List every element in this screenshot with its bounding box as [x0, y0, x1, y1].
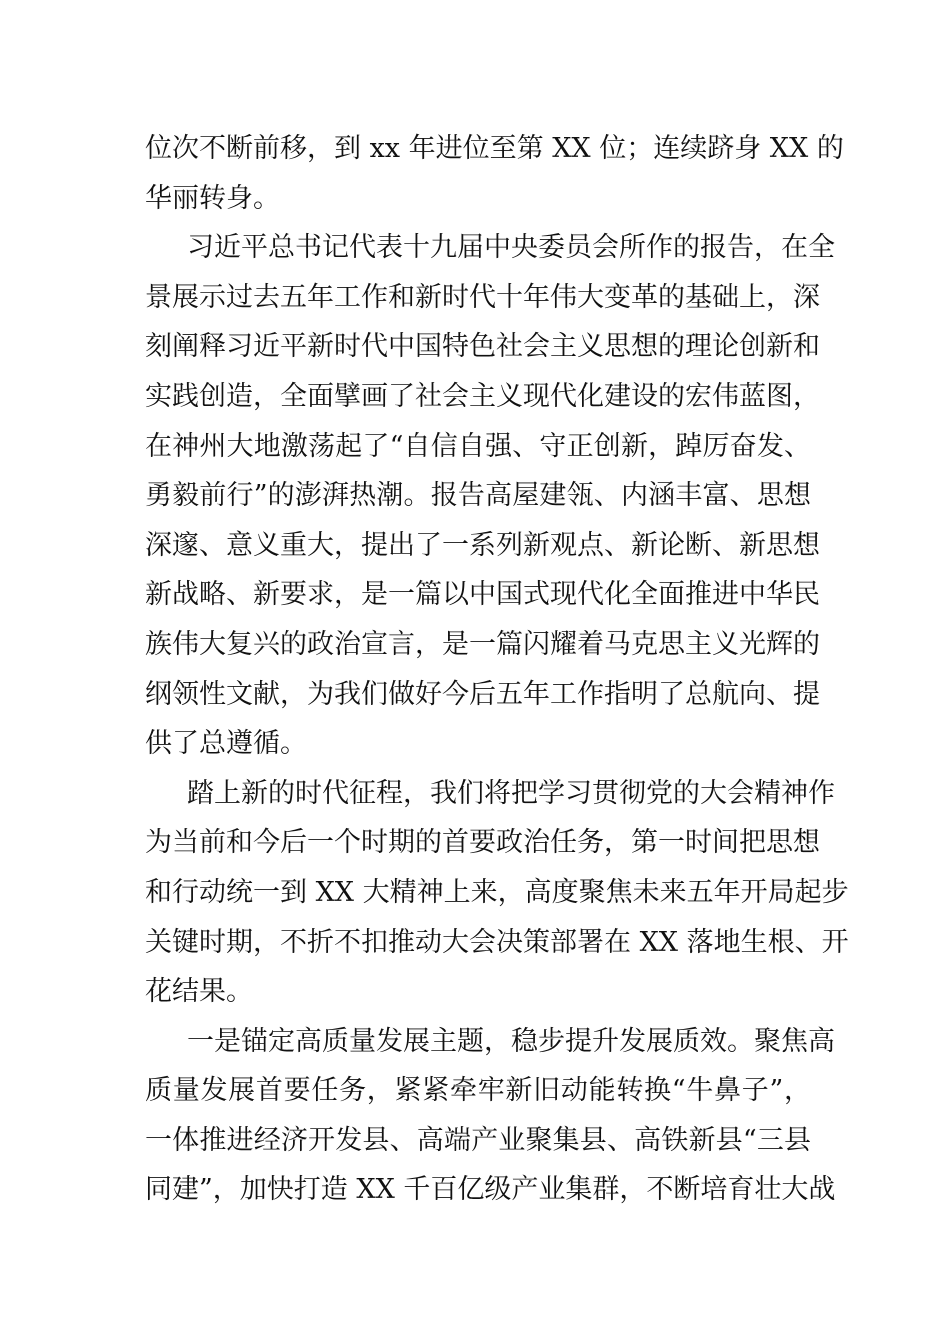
- document-body-text: [145, 124, 849, 1215]
- text-line: 在神州大地激荡起了“自信自强、守正创新，踔厉奋发、: [145, 430, 811, 462]
- text-line: 同建”，加快打造 XX 千百亿级产业集群，不断培育壮大战: [145, 1174, 836, 1206]
- text-line: 和行动统一到 XX 大精神上来，高度聚焦未来五年开局起步: [145, 876, 849, 908]
- text-line: 质量发展首要任务，紧紧牵牢新旧动能转换“牛鼻子”，: [145, 1075, 811, 1107]
- text-line: 供了总遵循。: [145, 728, 307, 760]
- text-line: 为当前和今后一个时期的首要政治任务，第一时间把思想: [145, 827, 820, 859]
- text-line: 纲领性文献，为我们做好今后五年工作指明了总航向、提: [145, 678, 820, 710]
- text-line: 一体推进经济开发县、高端产业聚集县、高铁新县“三县: [145, 1124, 811, 1156]
- text-line: 踏上新的时代征程，我们将把学习贯彻党的大会精神作: [187, 777, 835, 809]
- text-line: 族伟大复兴的政治宣言，是一篇闪耀着马克思主义光辉的: [145, 628, 820, 660]
- text-line: 一是锚定高质量发展主题，稳步提升发展质效。聚焦高: [187, 1025, 835, 1057]
- text-line: 勇毅前行”的澎湃热潮。报告高屋建瓴、内涵丰富、思想: [145, 480, 811, 512]
- text-line: 深邃、意义重大，提出了一系列新观点、新论断、新思想: [145, 529, 820, 561]
- text-line: 景展示过去五年工作和新时代十年伟大变革的基础上，深: [145, 281, 820, 313]
- text-line: 华丽转身。: [145, 182, 280, 214]
- text-line: 关键时期，不折不扣推动大会决策部署在 XX 落地生根、开: [145, 926, 849, 958]
- text-line: 习近平总书记代表十九届中央委员会所作的报告，在全: [187, 232, 835, 264]
- text-line: 位次不断前移，到 xx 年进位至第 XX 位；连续跻身 XX 的: [145, 133, 844, 164]
- text-line: 花结果。: [145, 976, 253, 1008]
- text-line: 新战略、新要求，是一篇以中国式现代化全面推进中华民: [145, 579, 820, 611]
- text-line: 实践创造，全面擘画了社会主义现代化建设的宏伟蓝图，: [145, 380, 820, 412]
- text-line: 刻阐释习近平新时代中国特色社会主义思想的理论创新和: [145, 331, 820, 363]
